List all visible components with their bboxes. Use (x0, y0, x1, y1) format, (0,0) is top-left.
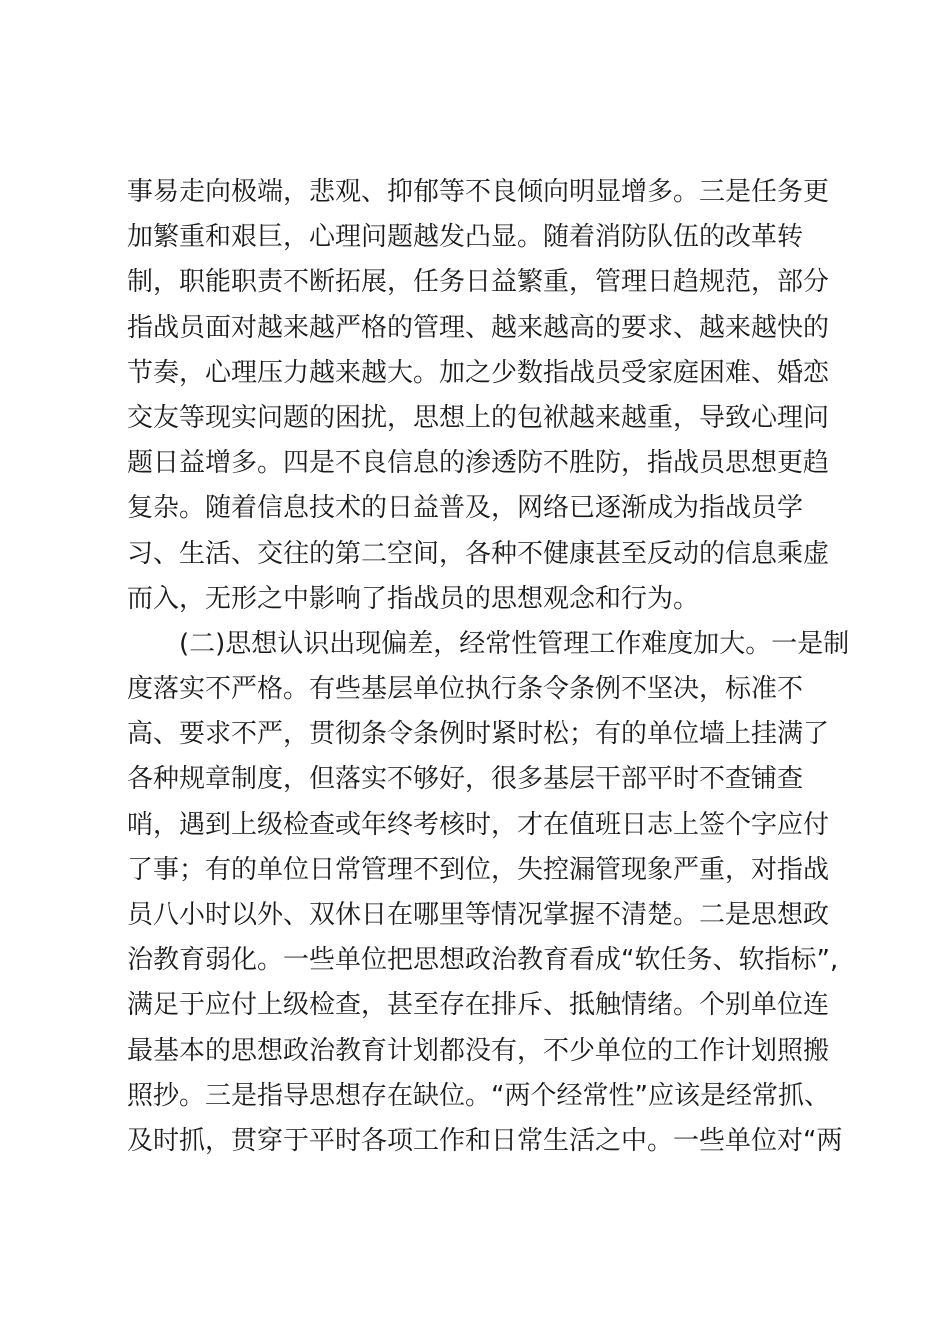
text-line: 各种规章制度，但落实不够好，很多基层干部平时不查铺查 (127, 764, 804, 795)
text-line: 而入，无形之中影响了指战员的思想观念和行为。 (127, 583, 700, 614)
text-line: 题日益增多。四是不良信息的渗透防不胜防，指战员思想更趋 (127, 448, 830, 479)
text-line: 治教育弱化。一些单位把思想政治教育看成“软任务、软指标”, (127, 945, 839, 976)
text-line: 哨，遇到上级检查或年终考核时，才在值班日志上签个字应付 (127, 809, 830, 840)
text-line: 加繁重和艰巨，心理问题越发凸显。随着消防队伍的改革转 (127, 222, 804, 253)
text-line: 满足于应付上级检查，甚至存在排斥、抵触情绪。个别单位连 (127, 990, 830, 1021)
text-line: 员八小时以外、双休日在哪里等情况掌握不清楚。二是思想政 (127, 900, 830, 930)
text-line: 及时抓，贯穿于平时各项工作和日常生活之中。一些单位对“两 (127, 1125, 843, 1156)
text-line: 制，职能职责不断拓展，任务日益繁重，管理日趋规范，部分 (127, 267, 830, 298)
body-text (127, 170, 850, 1164)
text-line: 习、生活、交往的第二空间，各种不健康甚至反动的信息乘虚 (127, 538, 830, 569)
text-line: 高、要求不严，贯彻条令条例时紧时松；有的单位墙上挂满了 (127, 719, 830, 750)
section-heading-line: (二)思想认识出现偏差，经常性管理工作难度加大。一是制 (179, 628, 850, 659)
text-line: 度落实不严格。有些基层单位执行条令条例不坚决，标准不 (127, 674, 804, 705)
text-line: 交友等现实问题的困扰，思想上的包袱越来越重，导致心理问 (127, 402, 830, 433)
text-line: 最基本的思想政治教育计划都没有，不少单位的工作计划照搬 (127, 1035, 830, 1066)
text-line: 照抄。三是指导思想存在缺位。“两个经常性”应该是经常抓、 (127, 1080, 830, 1111)
text-line: 节奏，心理压力越来越大。加之少数指战员受家庭困难、婚恋 (127, 357, 830, 388)
text-line: 事易走向极端，悲观、抑郁等不良倾向明显增多。三是任务更 (127, 177, 830, 207)
text-line: 复杂。随着信息技术的日益普及，网络已逐渐成为指战员学 (127, 493, 804, 524)
text-line: 了事；有的单位日常管理不到位，失控漏管现象严重，对指战 (127, 854, 830, 885)
text-line: 指战员面对越来越严格的管理、越来越高的要求、越来越快的 (127, 312, 830, 343)
